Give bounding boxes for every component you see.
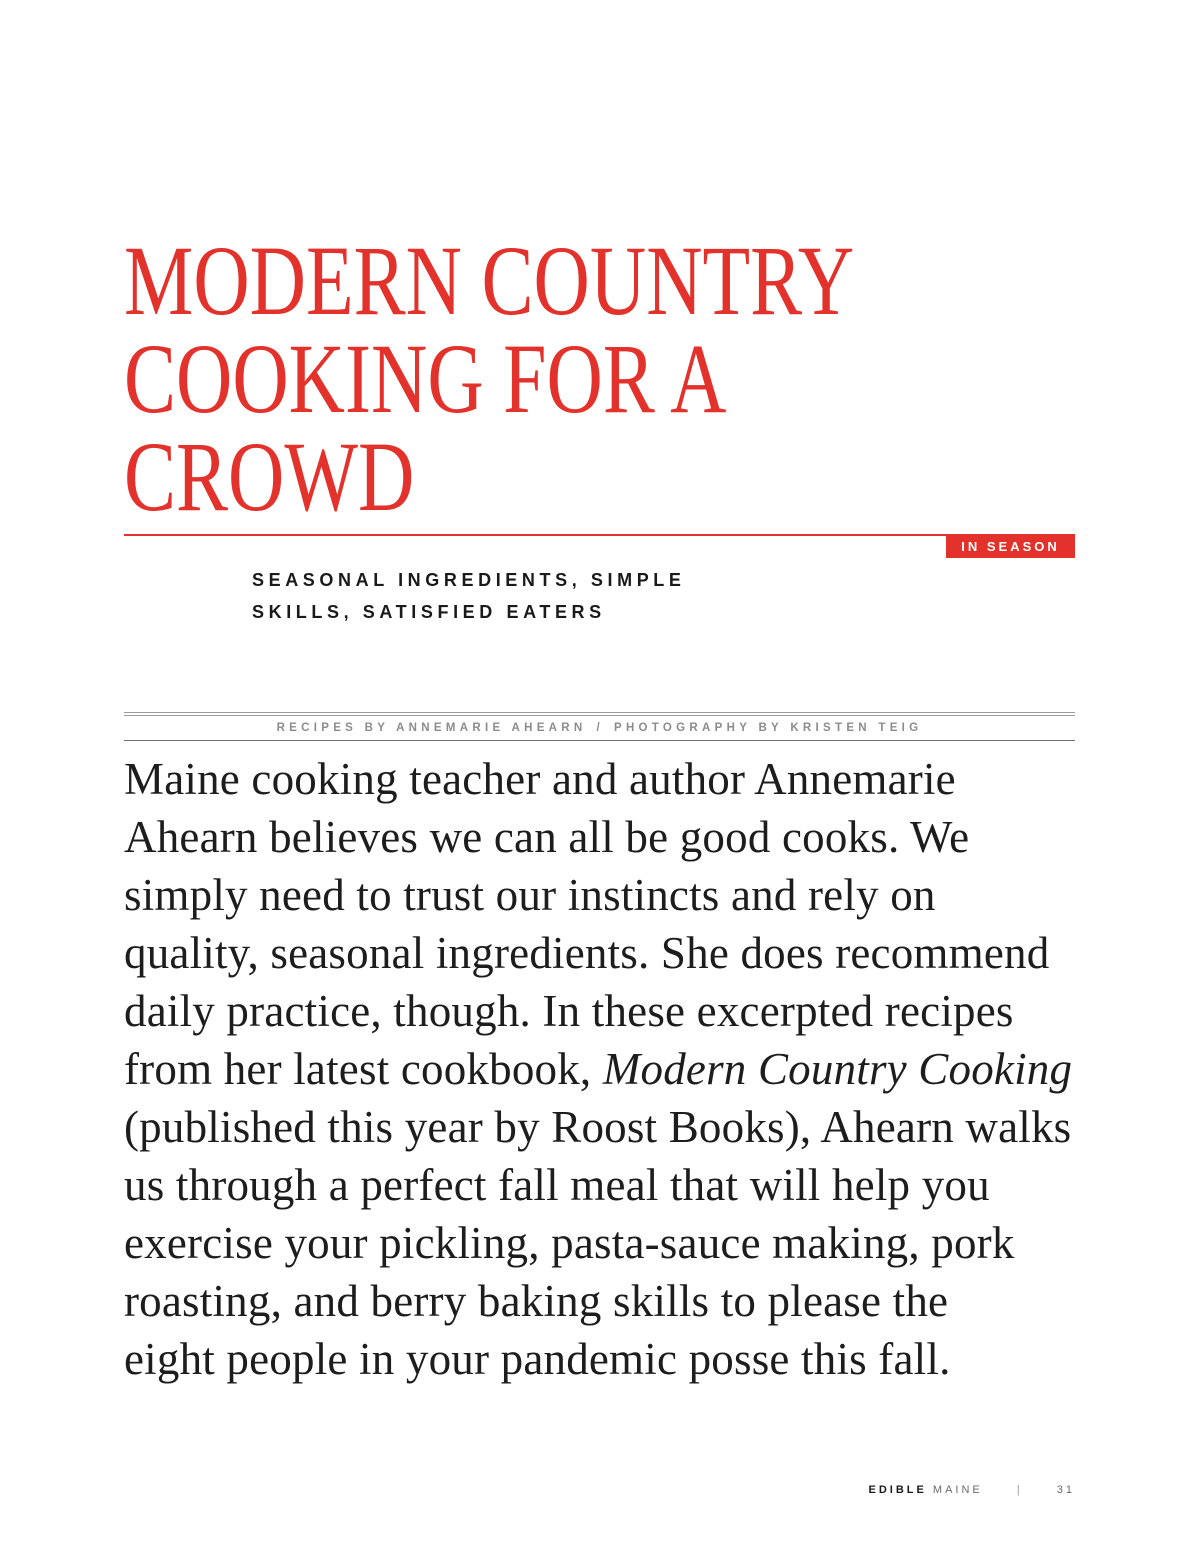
footer-brand: EDIBLE (868, 1484, 927, 1496)
intro-line: daily practice, though. In these excerpted recipes (124, 986, 1014, 1036)
article-credits (124, 719, 1075, 737)
credits-top-rule (124, 712, 1075, 716)
intro-line-with-title (124, 1040, 1084, 1098)
headline-line-1: MODERN COUNTRY (124, 225, 855, 336)
intro-line: quality, seasonal ingredients. She does recommend (124, 928, 1050, 978)
intro-line: roasting, and berry baking skills to please the (124, 1276, 949, 1326)
headline-line-2: COOKING FOR A (124, 323, 727, 434)
intro-line: us through a perfect fall meal that will help you (124, 1160, 990, 1210)
intro-line: simply need to trust our instincts and rely on (124, 870, 936, 920)
section-tag: IN SEASON (946, 536, 1075, 558)
book-title: Modern Country Cooking (602, 1044, 1073, 1094)
page-number: 31 (1056, 1484, 1075, 1496)
recipes-credit: RECIPES BY ANNEMARIE AHEARN (276, 722, 587, 734)
subhead-line-2: SKILLS, SATISFIED EATERS (252, 602, 606, 622)
intro-line: Maine cooking teacher and author Annemarie (124, 754, 956, 804)
credits-separator: / (596, 722, 604, 734)
article-headline (124, 225, 904, 532)
intro-line: exercise your pickling, pasta-sauce making, pork (124, 1218, 1015, 1268)
photography-credit: PHOTOGRAPHY BY KRISTEN TEIG (613, 722, 923, 734)
intro-line-text: from her latest cookbook, (124, 1044, 603, 1094)
footer-divider: | (1016, 1484, 1023, 1496)
subhead-line-1: SEASONAL INGREDIENTS, SIMPLE (252, 570, 686, 590)
credits-bottom-rule (124, 740, 1075, 741)
intro-line: Ahearn believes we can all be good cooks. We (124, 812, 970, 862)
article-intro (124, 750, 1084, 1388)
intro-line: (published this year by Roost Books), Ahearn walks (124, 1102, 1072, 1152)
article-subhead (252, 564, 772, 628)
intro-line: eight people in your pandemic posse this fall. (124, 1334, 951, 1384)
headline-line-3: CROWD (124, 421, 415, 532)
page-footer (869, 1484, 1075, 1496)
footer-region: MAINE (932, 1484, 983, 1496)
headline-rule (124, 534, 1075, 536)
